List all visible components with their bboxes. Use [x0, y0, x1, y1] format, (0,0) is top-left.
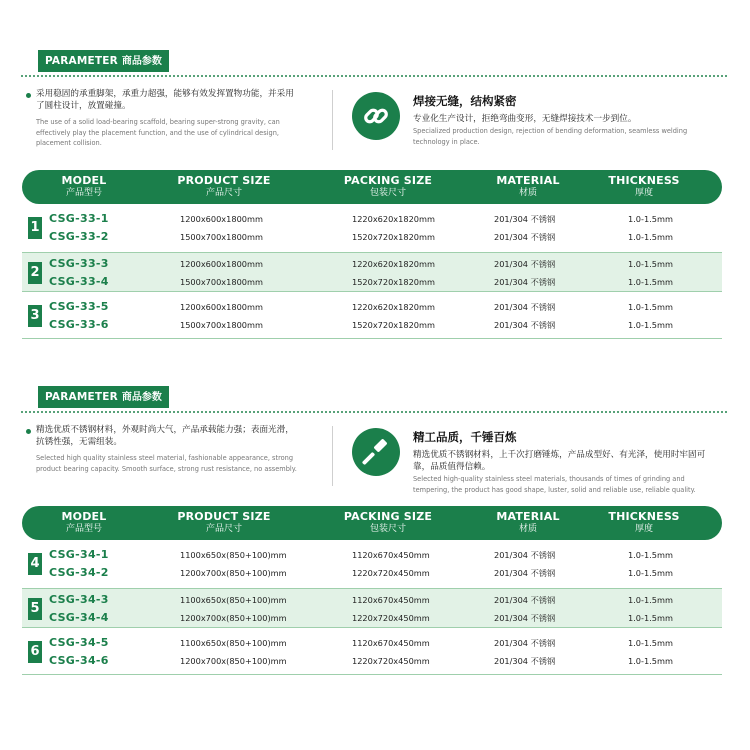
product-size-cell: 1200x600x1800mm [180, 259, 263, 269]
material-cell: 201/304 不锈钢 [494, 595, 556, 605]
group-number: 4 [28, 553, 42, 575]
model-cell: CSG-33-4 [49, 275, 109, 288]
dotted-divider [20, 75, 728, 77]
product-size-cell: 1200x700x(850+100)mm [180, 613, 287, 623]
thickness-cell: 1.0-1.5mm [628, 277, 673, 287]
thickness-cell: 1.0-1.5mm [628, 550, 673, 560]
thickness-cell: 1.0-1.5mm [628, 259, 673, 269]
group-number: 5 [28, 598, 42, 620]
thickness-cell: 1.0-1.5mm [628, 595, 673, 605]
hammer-icon [352, 428, 400, 476]
table-row [22, 210, 722, 228]
model-cell: CSG-34-4 [49, 611, 109, 624]
table-bottom-line [22, 338, 722, 339]
model-cell: CSG-33-2 [49, 230, 109, 243]
header-thickness: THICKNESS 厚度 [608, 174, 680, 198]
table-row [22, 609, 722, 627]
model-cell: CSG-33-1 [49, 212, 109, 225]
parameter-tag [38, 386, 169, 408]
material-cell: 201/304 不锈钢 [494, 656, 556, 666]
header-product-size: PRODUCT SIZE 产品尺寸 [177, 174, 271, 198]
thickness-cell: 1.0-1.5mm [628, 302, 673, 312]
parameter-tag-en: PARAMETER [45, 55, 118, 67]
parameter-tag-en: PARAMETER [45, 391, 118, 403]
material-cell: 201/304 不锈钢 [494, 302, 556, 312]
table-row [22, 255, 722, 273]
header-packing-size: PACKING SIZE 包装尺寸 [343, 510, 433, 534]
packing-size-cell: 1220x620x1820mm [352, 259, 435, 269]
table-header [22, 170, 722, 204]
intro-text [28, 88, 298, 149]
packing-size-cell: 1220x620x1820mm [352, 302, 435, 312]
table-group [22, 588, 722, 628]
feature-en: Specialized production design, rejection of bending deformation, seamless welding technology in place. [413, 127, 688, 146]
thickness-cell: 1.0-1.5mm [628, 214, 673, 224]
material-cell: 201/304 不锈钢 [494, 550, 556, 560]
packing-size-cell: 1120x670x450mm [352, 595, 430, 605]
table-row [22, 634, 722, 652]
dotted-divider [20, 411, 728, 413]
packing-size-cell: 1520x720x1820mm [352, 320, 435, 330]
material-cell: 201/304 不锈钢 [494, 259, 556, 269]
feature-cn: 专业化生产设计，拒绝弯曲变形，无缝焊接技术一步到位。 [413, 114, 637, 124]
packing-size-cell: 1220x720x450mm [352, 656, 430, 666]
thickness-cell: 1.0-1.5mm [628, 656, 673, 666]
packing-size-cell: 1220x620x1820mm [352, 214, 435, 224]
table-row [22, 298, 722, 316]
table-row [22, 316, 722, 334]
product-size-cell: 1100x650x(850+100)mm [180, 595, 287, 605]
material-cell: 201/304 不锈钢 [494, 613, 556, 623]
material-cell: 201/304 不锈钢 [494, 320, 556, 330]
material-cell: 201/304 不锈钢 [494, 232, 556, 242]
thickness-cell: 1.0-1.5mm [628, 613, 673, 623]
thickness-cell: 1.0-1.5mm [628, 568, 673, 578]
material-cell: 201/304 不锈钢 [494, 277, 556, 287]
model-cell: CSG-34-1 [49, 548, 109, 561]
thickness-cell: 1.0-1.5mm [628, 638, 673, 648]
bullet-dot [26, 93, 31, 98]
feature-title: 精工品质，千锤百炼 [413, 430, 517, 444]
material-cell: 201/304 不锈钢 [494, 214, 556, 224]
table-group [22, 208, 722, 248]
intro-en: Selected high quality stainless steel material, fashionable appearance, strong product bearing capacity. Smooth surface, strong rust resistance, no assembly. [36, 454, 297, 473]
feature-title: 焊接无缝，结构紧密 [413, 94, 517, 108]
product-size-cell: 1200x700x(850+100)mm [180, 568, 287, 578]
chain-link-icon [352, 92, 400, 140]
group-number: 2 [28, 262, 42, 284]
header-model: MODEL 产品型号 [61, 510, 107, 534]
table-group [22, 252, 722, 292]
table-group [22, 544, 722, 584]
table-row [22, 652, 722, 670]
vertical-divider [332, 426, 333, 486]
packing-size-cell: 1220x720x450mm [352, 613, 430, 623]
model-cell: CSG-33-3 [49, 257, 109, 270]
header-packing-size: PACKING SIZE 包装尺寸 [343, 174, 433, 198]
feature-block [413, 94, 713, 147]
parameter-tag [38, 50, 169, 72]
table-header [22, 506, 722, 540]
header-product-size: PRODUCT SIZE 产品尺寸 [177, 510, 271, 534]
header-material: MATERIAL 材质 [496, 510, 560, 534]
material-cell: 201/304 不锈钢 [494, 638, 556, 648]
product-size-cell: 1500x700x1800mm [180, 320, 263, 330]
table-row [22, 591, 722, 609]
bullet-dot [26, 429, 31, 434]
thickness-cell: 1.0-1.5mm [628, 232, 673, 242]
table-row [22, 228, 722, 246]
packing-size-cell: 1120x670x450mm [352, 638, 430, 648]
packing-size-cell: 1220x720x450mm [352, 568, 430, 578]
thickness-cell: 1.0-1.5mm [628, 320, 673, 330]
header-model: MODEL 产品型号 [61, 174, 107, 198]
model-cell: CSG-33-5 [49, 300, 109, 313]
group-number: 1 [28, 217, 42, 239]
product-size-cell: 1200x600x1800mm [180, 214, 263, 224]
model-cell: CSG-34-3 [49, 593, 109, 606]
model-cell: CSG-34-5 [49, 636, 109, 649]
product-size-cell: 1200x700x(850+100)mm [180, 656, 287, 666]
feature-block [413, 430, 713, 495]
table-row [22, 546, 722, 564]
model-cell: CSG-34-6 [49, 654, 109, 667]
intro-cn: 采用稳固的承重脚架，承重力超强，能够有效发挥置物功能，并采用了圆柱设计，放置碰撞。 [36, 89, 294, 111]
intro-cn: 精选优质不锈钢材料，外观时尚大气，产品承载能力强；表面光滑，抗锈性强，无需组装。 [36, 425, 294, 447]
product-size-cell: 1200x600x1800mm [180, 302, 263, 312]
table-row [22, 273, 722, 291]
product-size-cell: 1500x700x1800mm [180, 232, 263, 242]
vertical-divider [332, 90, 333, 150]
packing-size-cell: 1120x670x450mm [352, 550, 430, 560]
packing-size-cell: 1520x720x1820mm [352, 232, 435, 242]
model-cell: CSG-34-2 [49, 566, 109, 579]
product-size-cell: 1100x650x(850+100)mm [180, 638, 287, 648]
intro-text [28, 424, 298, 474]
table-group [22, 296, 722, 336]
table-row [22, 564, 722, 582]
group-number: 6 [28, 641, 42, 663]
feature-cn: 精选优质不锈钢材料，上千次打磨锤炼，产品成型好、有光泽，使用时牢固可靠，品质值得信赖。 [413, 450, 706, 472]
parameter-tag-zh: 商品参数 [121, 392, 162, 403]
header-thickness: THICKNESS 厚度 [608, 510, 680, 534]
group-number: 3 [28, 305, 42, 327]
product-size-cell: 1100x650x(850+100)mm [180, 550, 287, 560]
packing-size-cell: 1520x720x1820mm [352, 277, 435, 287]
intro-en: The use of a solid load-bearing scaffold, bearing super-strong gravity, can effectively play the placement function, and the use of cylindrical design, placement collision. [36, 118, 280, 147]
table-bottom-line [22, 674, 722, 675]
model-cell: CSG-33-6 [49, 318, 109, 331]
feature-en: Selected high-quality stainless steel materials, thousands of times of grinding and tempering, the product has good shape, luster, solid and reliable use, reliable quality. [413, 475, 696, 494]
table-group [22, 632, 722, 672]
header-material: MATERIAL 材质 [496, 174, 560, 198]
product-size-cell: 1500x700x1800mm [180, 277, 263, 287]
material-cell: 201/304 不锈钢 [494, 568, 556, 578]
parameter-tag-zh: 商品参数 [121, 56, 162, 67]
